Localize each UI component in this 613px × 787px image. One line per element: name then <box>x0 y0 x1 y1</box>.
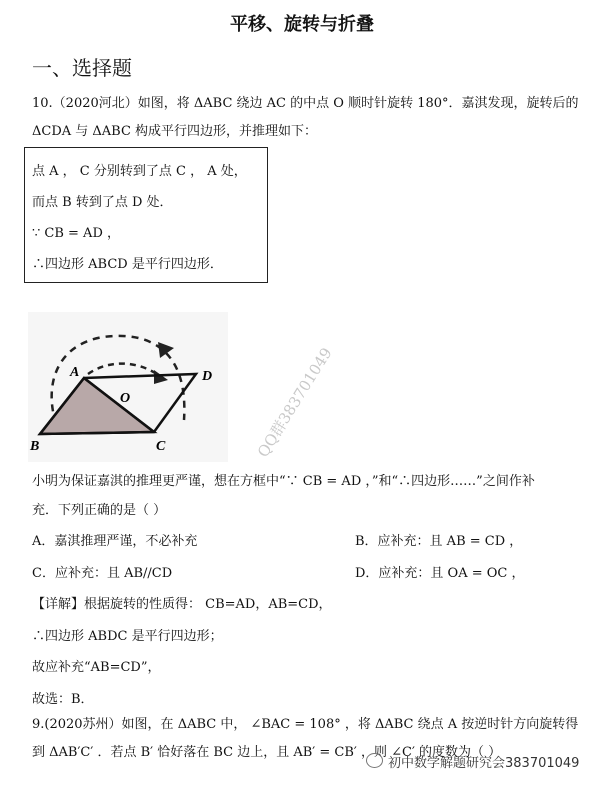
label-o: O <box>120 391 131 406</box>
detail-line-1: 【详解】根据旋转的性质得： CB=AD，AB=CD， <box>32 597 332 612</box>
label-a: A <box>70 365 80 380</box>
option-b: B．应补充：且 AB = CD ， <box>355 534 523 549</box>
page-title: 平移、旋转与折叠 <box>230 14 374 35</box>
wechat-icon <box>366 753 383 768</box>
footer-watermark: 初中数学解题研究会383701049 <box>388 756 580 771</box>
q9-line1: 9.(2020苏州）如图，在 ΔABC 中， ∠BAC = 108° ，将 ΔABC 绕点 A 按逆时针方向旋转得 <box>32 717 579 732</box>
label-b: B <box>30 439 40 454</box>
option-a: A．嘉淇推理严谨，不必补充 <box>32 534 198 549</box>
box-line-2: 而点 B 转到了点 D 处． <box>32 195 173 210</box>
box-line-4: ∴四边形 ABCD 是平行四边形． <box>32 257 223 272</box>
q10-line1: 10.（2020河北）如图，将 ΔABC 绕边 AC 的中点 O 顺时针旋转 180°．嘉淇发现，旋转后的 <box>32 96 579 111</box>
box-line-3: ∵ CB = AD ， <box>32 226 121 241</box>
qq-watermark: QQ群383701049 <box>253 344 336 461</box>
option-d: D．应补充：且 OA = OC ， <box>355 566 525 581</box>
detail-line-2: ∴四边形 ABDC 是平行四边形； <box>32 629 223 644</box>
detail-line-4: 故选：B． <box>32 692 94 707</box>
q9-line2: 到 ΔAB′C′ ．若点 B′ 恰好落在 BC 边上，且 AB′ = CB′ ，则 ∠C′ 的度数为（ ） <box>32 745 502 760</box>
section-heading: 一、选择题 <box>32 56 132 80</box>
q10-after-line2: 充．下列正确的是（ ） <box>32 503 167 518</box>
label-c: C <box>156 439 166 454</box>
q10-after-line1: 小明为保证嘉淇的推理更严谨，想在方框中“∵ CB = AD ，”和“∴四边形……”之间作补 <box>32 474 535 489</box>
rotation-figure <box>28 312 228 462</box>
q10-line2: ΔCDA 与 ΔABC 构成平行四边形，并推理如下： <box>32 124 318 139</box>
option-c: C．应补充：且 AB//CD <box>32 566 173 581</box>
box-line-1: 点 A ， C 分别转到了点 C ， A 处， <box>32 164 247 179</box>
label-d: D <box>202 369 213 384</box>
figure-background <box>28 312 228 462</box>
detail-line-3: 故应补充“AB=CD”， <box>32 660 161 675</box>
